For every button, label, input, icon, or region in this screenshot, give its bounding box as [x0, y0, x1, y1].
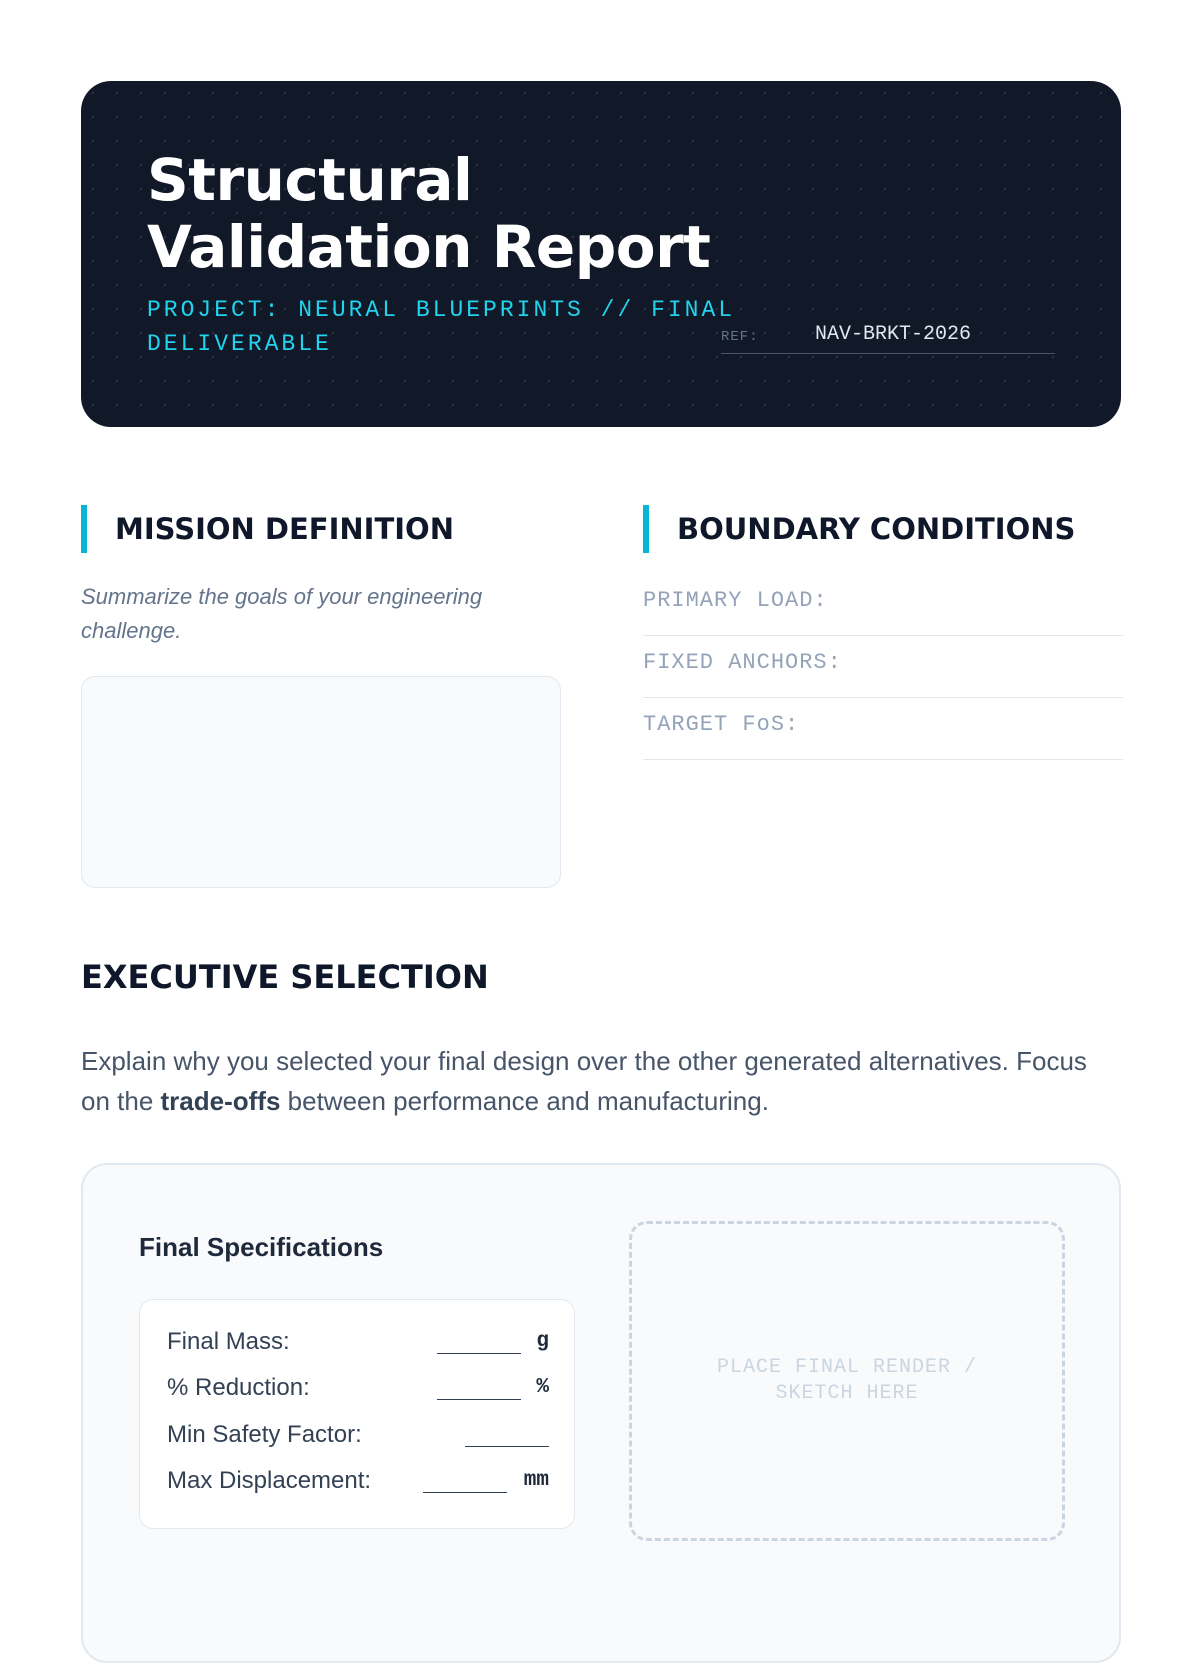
boundary-heading: BOUNDARY CONDITIONS — [643, 505, 1075, 553]
spec-blank-line[interactable] — [437, 1399, 521, 1400]
executive-text-bold: trade-offs — [160, 1086, 281, 1116]
spec-blank-line[interactable] — [423, 1492, 507, 1493]
ref-label: REF: — [721, 329, 759, 345]
spec-label: Final Mass: — [167, 1328, 290, 1355]
spec-row-min-safety-factor — [167, 1417, 549, 1453]
boundary-label: FIXED ANCHORS: — [643, 650, 842, 675]
spec-label: Max Displacement: — [167, 1467, 372, 1494]
boundary-row-fixed-anchors[interactable] — [643, 636, 1123, 698]
ref-value: NAV-BRKT-2026 — [815, 323, 972, 346]
spec-table — [139, 1299, 575, 1529]
spec-row-reduction — [167, 1370, 549, 1406]
spec-blank-line[interactable] — [437, 1353, 521, 1354]
final-spec-card — [81, 1163, 1121, 1663]
report-title-line1: Structural — [147, 146, 473, 214]
spec-label: Min Safety Factor: — [167, 1421, 362, 1448]
project-subtitle: PROJECT: NEURAL BLUEPRINTS // FINAL DELIVERABLE — [147, 297, 736, 357]
spec-unit: mm — [523, 1469, 549, 1492]
boundary-row-target-fos[interactable] — [643, 698, 1123, 760]
report-title — [147, 147, 710, 281]
spec-blank-line[interactable] — [465, 1446, 549, 1447]
executive-text-start: Explain why you selected your final design over the other generated alternatives. Focus on the — [81, 1046, 1087, 1116]
executive-heading: EXECUTIVE SELECTION — [81, 958, 489, 996]
ref-field[interactable] — [721, 319, 1055, 354]
report-header — [81, 81, 1121, 427]
render-placeholder-box[interactable] — [629, 1221, 1065, 1541]
mission-heading: MISSION DEFINITION — [81, 505, 454, 553]
spec-row-max-displacement — [167, 1463, 549, 1499]
render-placeholder-text: PLACE FINAL RENDER / SKETCH HERE — [716, 1356, 978, 1405]
spec-row-final-mass — [167, 1324, 549, 1360]
spec-unit: g — [536, 1330, 549, 1353]
spec-title: Final Specifications — [139, 1232, 384, 1262]
boundary-label: TARGET FoS: — [643, 712, 800, 737]
spec-unit: % — [536, 1376, 549, 1399]
boundary-row-primary-load[interactable] — [643, 574, 1123, 636]
mission-input-box[interactable] — [81, 676, 561, 888]
mission-prompt: Summarize the goals of your engineering challenge. — [81, 584, 483, 643]
report-title-line2: Validation Report — [147, 213, 711, 281]
executive-text-end: between performance and manufacturing. — [280, 1086, 769, 1116]
executive-instructions — [81, 1041, 1121, 1121]
boundary-label: PRIMARY LOAD: — [643, 588, 828, 613]
spec-label: % Reduction: — [167, 1374, 310, 1401]
